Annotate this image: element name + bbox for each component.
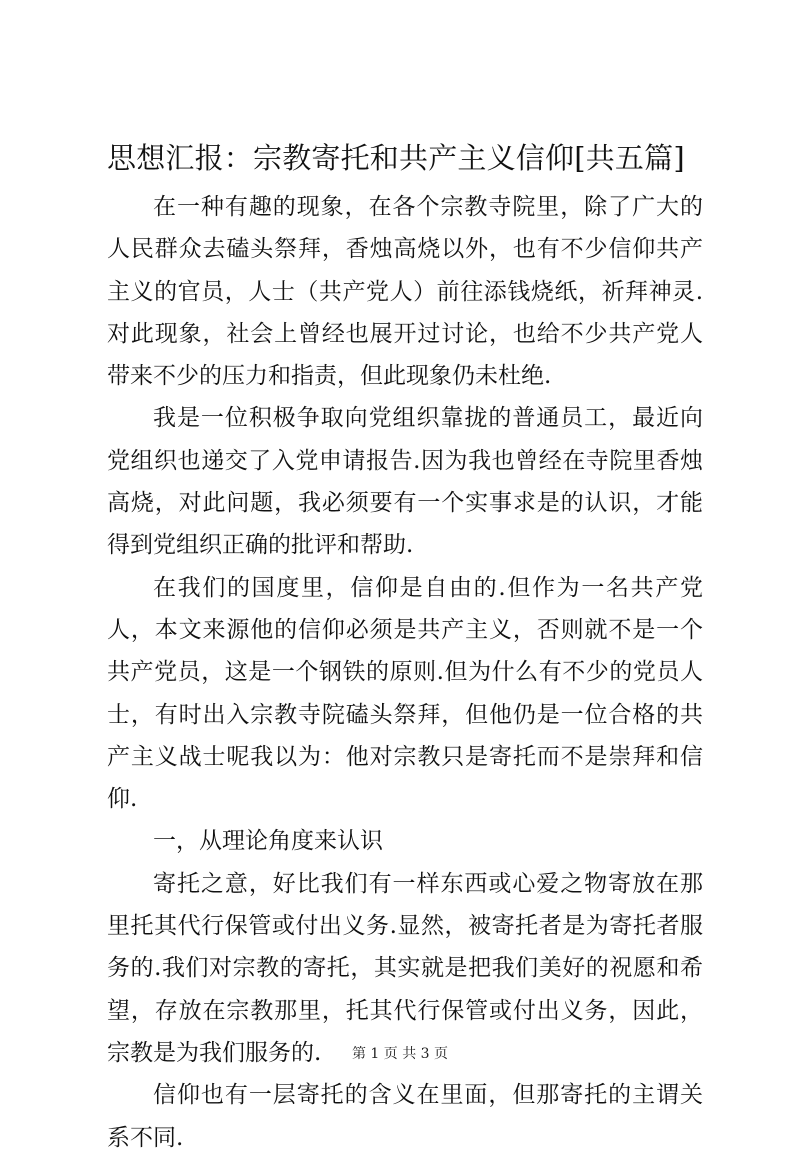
document-body	[107, 186, 703, 1159]
paragraph-3: 在我们的国度里，信仰是自由的.但作为一名共产党人，本文来源他的信仰必须是共产主义，否则就不是一个共产党员，这是一个钢铁的原则.但为什么有不少的党员人士，有时出入宗教寺院磕头祭拜，但他仍是一位合格的共产主义战士呢我以为：他对宗教只是寄托而不是崇拜和信仰.	[107, 574, 703, 813]
section-heading: 一，从理论角度来认识	[153, 828, 383, 855]
paragraph-1: 在一种有趣的现象，在各个宗教寺院里，除了广大的人民群众去磕头祭拜，香烛高烧以外，也有不少信仰共产主义的官员，人士（共产党人）前往添钱烧纸，祈拜神灵.对此现象，社会上曾经也展开过讨论，也给不少共产党人带来不少的压力和指责，但此现象仍未杜绝.	[107, 194, 703, 390]
paragraph-4: 寄托之意，好比我们有一样东西或心爱之物寄放在那里托其代行保管或付出义务.显然，被寄托者是为寄托者服务的.我们对宗教的寄托，其实就是把我们美好的祝愿和希望，存放在宗教那里，托其代行保管或付出义务，因此，宗教是为我们服务的.	[107, 870, 703, 1066]
page-footer: 第 1 页 共 3 页	[351, 1046, 449, 1062]
paragraph-5: 信仰也有一层寄托的含义在里面，但那寄托的主谓关系不同.	[107, 1082, 703, 1151]
paragraph-2: 我是一位积极争取向党组织靠拢的普通员工，最近向党组织也递交了入党申请报告.因为我也曾经在寺院里香烛高烧，对此问题，我必须要有一个实事求是的认识，才能得到党组织正确的批评和帮助.	[107, 405, 703, 559]
document-title: 思想汇报：宗教寄托和共产主义信仰[共五篇]	[107, 141, 685, 175]
